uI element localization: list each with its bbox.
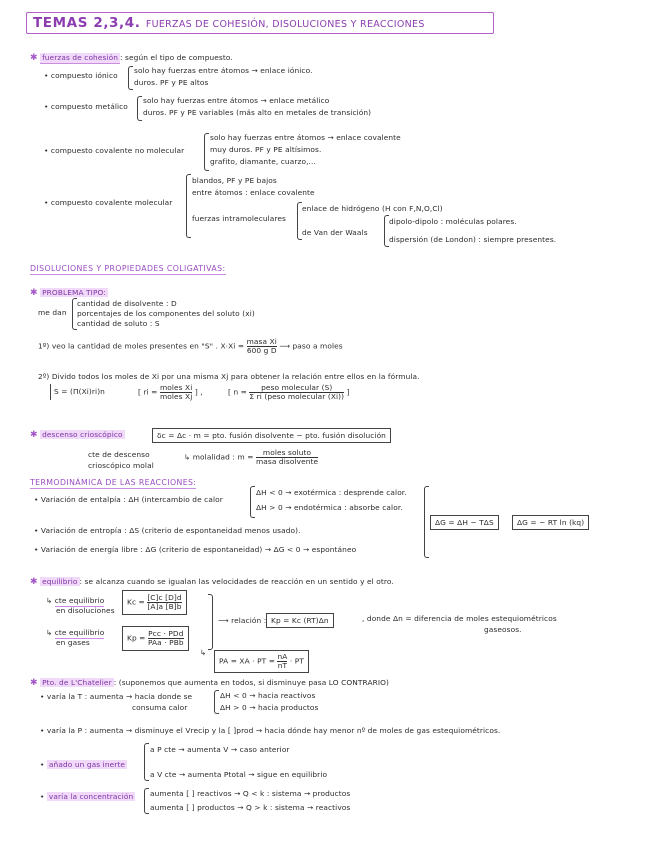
gaseosos: gaseosos.	[484, 625, 522, 634]
exotermica: ΔH < 0 → exotérmica : desprende calor.	[256, 488, 407, 497]
brace	[424, 486, 429, 558]
fuerzas-heading-rest: : según el tipo de compuesto.	[120, 53, 233, 62]
relacion-formula: Kp = Kc (RT)Δn	[266, 613, 334, 628]
dato-1: cantidad de disolvente : D	[77, 299, 177, 308]
entalpia-line: • Variación de entalpía : ΔH (intercambio de calor	[34, 495, 223, 504]
cov-mol-vdw: de Van der Waals	[302, 228, 368, 237]
gibbs-line: • Variación de energía libre : ΔG (criterio de espontaneidad) → ΔG < 0 → espontáneo	[34, 545, 357, 554]
conc-1: aumenta [ ] reactivos → Q < k : sistema → productos	[150, 789, 351, 798]
star-icon: ✱	[30, 678, 38, 688]
cte-gas-1: ↳ cte equilibrio	[46, 628, 105, 637]
pa-arrow: ↳	[200, 648, 207, 657]
presion-parcial: PA = XA · PT = $\frac{nA}{nT}$ · PT	[214, 650, 309, 673]
endotermica: ΔH > 0 → endotérmica : absorbe calor.	[256, 503, 403, 512]
brace	[208, 594, 213, 650]
gibbs-formula-2: ΔG = − RT ln (kq)	[512, 515, 589, 530]
cov-mol-dipolo: dipolo-dipolo : moléculas polares.	[389, 217, 517, 226]
relacion-arrow: ⟶ relación :	[218, 616, 267, 625]
cov-no-mol-l2: muy duros. PF y PE altísimos.	[210, 145, 322, 154]
cov-mol-l3: fuerzas intramoleculares	[192, 214, 287, 223]
star-icon: ✱	[30, 577, 38, 587]
descenso-heading: descenso crioscópico	[42, 430, 123, 439]
entropia-line: • Variación de entropía : ΔS (criterio de espontaneidad menos usado).	[34, 526, 301, 535]
gibbs-formula-1: ΔG = ΔH − TΔS	[430, 515, 499, 530]
equilibrio-line: ✱ equilibrio : se alcanza cuando se igualan las velocidades de reacción en un sentido y el otro.	[30, 577, 394, 587]
cte-descenso-1: cte de descenso	[88, 450, 150, 459]
metalico-l2: duros. PF y PE variables (más alto en metales de transición)	[143, 108, 372, 117]
temp-2: ΔH > 0 → hacia productos	[220, 703, 319, 712]
donde: , donde Δn = diferencia de moles estequiométricos	[362, 614, 557, 623]
dato-3: cantidad de soluto : S	[77, 319, 160, 328]
gas-1: a P cte → aumenta V → caso anterior	[150, 745, 290, 754]
gas-label: • añado un gas inerte	[40, 760, 126, 769]
cov-mol-hidrogeno: enlace de hidrógeno (H con F,N,O,Cl)	[302, 204, 443, 213]
brace	[186, 174, 191, 238]
star-icon: ✱	[30, 288, 38, 298]
dato-2: porcentajes de los componentes del soluto (xi)	[77, 309, 255, 318]
lechatelier-heading: Pto. de L'Chatelier	[42, 678, 112, 687]
formula-s: S = (Π(Xi)ri)n	[54, 387, 105, 396]
cov-no-mol-label: • compuesto covalente no molecular	[44, 146, 185, 155]
nos-dan: me dan	[38, 308, 67, 317]
kc-formula: Kc = $\frac{[C]c [D]d}{[A]a [B]b}$	[122, 590, 187, 615]
problema-line	[30, 288, 108, 298]
disol-heading: DISOLUCIONES Y PROPIEDADES COLIGATIVAS:	[30, 264, 226, 273]
title-main: TEMAS 2,3,4.	[33, 15, 141, 31]
kp-formula: Kp = $\frac{\text{Pcc · PDd}}{\text{PAa · PBb}}$	[122, 626, 189, 651]
gas-2: a V cte → aumenta Ptotal → sigue en equilibrio	[150, 770, 328, 779]
fuerzas-heading-line	[30, 53, 233, 63]
metalico-l1: solo hay fuerzas entre átomos → enlace metálico	[143, 96, 330, 105]
brace	[144, 743, 149, 781]
page-title	[26, 12, 494, 34]
brace	[204, 133, 209, 171]
temp-1: ΔH < 0 → hacia reactivos	[220, 691, 316, 700]
molalidad: ↳ molalidad : m = $\frac{\text{moles soluto}}{\text{masa disolvente}}$	[184, 448, 319, 466]
star-icon: ✱	[30, 53, 38, 63]
cov-no-mol-l1: solo hay fuerzas entre átomos → enlace covalente	[210, 133, 401, 142]
conc-2: aumenta [ ] productos → Q > k : sistema → reactivos	[150, 803, 351, 812]
formula-ri: [ ri = $\frac{\text{moles Xi}}{\text{moles Xj}}$ ] ,	[138, 383, 203, 401]
paso-1: 1º) veo la cantidad de moles presentes en "S" . X·Xi = $\frac{\text{masa Xi}}{\text{600 g D}}$ ⟶ paso a moles	[38, 337, 343, 355]
brace	[128, 66, 133, 90]
brace	[137, 96, 142, 121]
fuerzas-heading: fuerzas de cohesión	[42, 53, 119, 62]
title-sub: FUERZAS DE COHESIÓN, DISOLUCIONES Y REACCIONES	[145, 19, 425, 30]
metalico-label: • compuesto metálico	[44, 102, 128, 111]
ionico-l1: solo hay fuerzas entre átomos → enlace iónico.	[134, 66, 313, 75]
brace	[250, 486, 255, 518]
descenso-line	[30, 430, 125, 440]
cov-mol-dispersion: dispersión (de London) : siempre presentes.	[389, 235, 557, 244]
brace	[144, 788, 149, 814]
paso-2: 2º) Divido todos los moles de Xi por una misma Xj para obtener la relación entre ellos en la fórmula.	[38, 372, 420, 381]
formula-n: [ n = $\frac{\text{peso molecular (S)}}{\text{Σ ri (peso molecular (Xi))}}$ ]	[228, 383, 350, 401]
cte-gas-2: en gases	[56, 638, 90, 647]
ionico-label: • compuesto iónico	[44, 71, 118, 80]
presion-line: • varía la P : aumenta → disminuye el Vrecip y la [ ]prod → hacia dónde hay menor nº de moles de gas estequiométricos.	[40, 726, 501, 735]
ionico-l2: duros. PF y PE altos	[134, 78, 209, 87]
conc-label: • varía la concentración	[40, 792, 134, 801]
lechatelier-line: ✱ Pto. de L'Chatelier : (suponemos que aumenta en todos, si disminuye pasa LO CONTRARIO)	[30, 678, 390, 688]
cov-no-mol-l3: grafito, diamante, cuarzo,...	[210, 157, 316, 166]
cte-dis-2: en disoluciones	[56, 606, 115, 615]
equilibrio-heading: equilibrio	[42, 577, 78, 586]
cte-dis-1: ↳ cte equilibrio	[46, 596, 105, 605]
cte-descenso-2: crioscópico molal	[88, 461, 154, 470]
star-icon: ✱	[30, 430, 38, 440]
temp-label-2: consuma calor	[132, 703, 188, 712]
temp-label: • varía la T : aumenta → hacia donde se	[40, 692, 193, 701]
cov-mol-l2: entre átomos : enlace covalente	[192, 188, 315, 197]
brace	[214, 690, 219, 714]
problema-heading: PROBLEMA TIPO:	[42, 288, 106, 297]
cov-mol-label: • compuesto covalente molecular	[44, 198, 173, 207]
termo-heading: TERMODINÁMICA DE LAS REACCIONES:	[30, 478, 197, 487]
descenso-formula: δc = Δc · m = pto. fusión disolvente − pto. fusión disolución	[152, 428, 391, 443]
cov-mol-l1: blandos, PF y PE bajos	[192, 176, 277, 185]
